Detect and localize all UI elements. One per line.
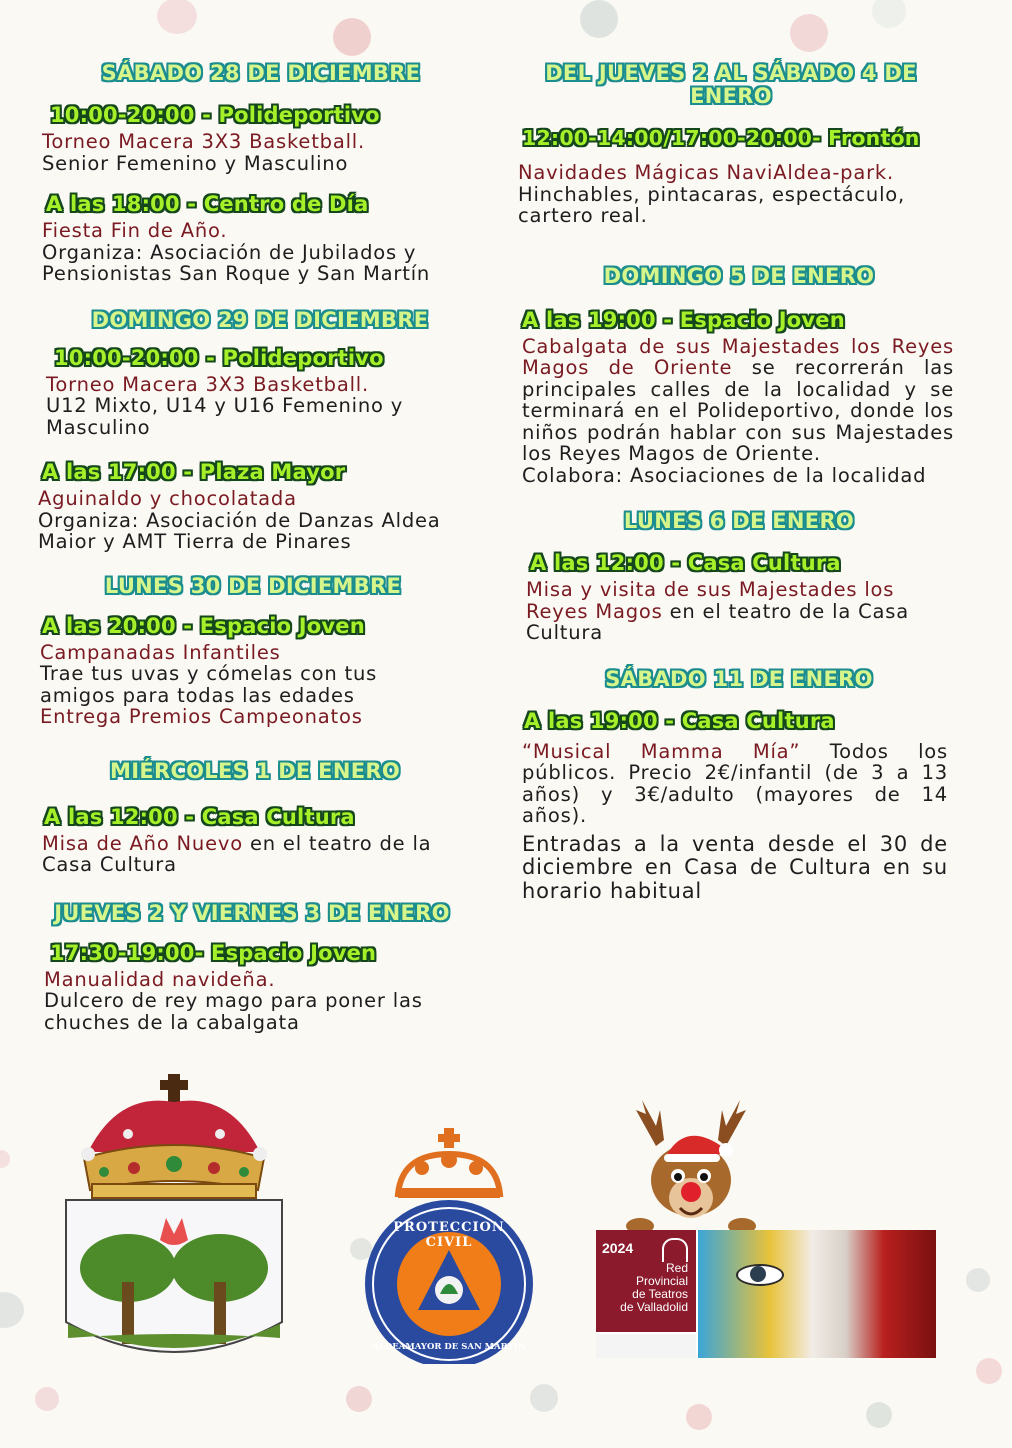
day-sunday-5: DOMINGO 5 DE ENERO — [603, 263, 875, 288]
event-time: 17:30-19:00- Espacio Joven — [50, 940, 377, 965]
proteccion-civil-logo — [362, 1124, 536, 1364]
event-description: Dulcero de rey mago para poner las chuches de la cabalgata — [44, 989, 423, 1034]
day-sunday-29: DOMINGO 29 DE DICIEMBRE — [91, 307, 429, 332]
teatro-iris-icon — [750, 1266, 766, 1282]
event-time: A las 19:00 - Espacio Joven — [522, 307, 845, 332]
proteccion-civil-title: PROTECCION CIVIL — [393, 1220, 505, 1250]
decor-dot — [976, 1358, 1002, 1384]
teatro-arch-icon — [662, 1238, 688, 1262]
event-title: Torneo Macera 3X3 Basketball. — [42, 130, 366, 153]
red-provincial-teatros-card — [596, 1230, 936, 1358]
decor-dot — [580, 0, 618, 38]
event-note: Colabora: Asociaciones de la localidad — [522, 463, 927, 487]
event-description: Trae tus uvas y cómelas con tus amigos para todas las edades — [40, 662, 378, 707]
decor-dot — [333, 18, 371, 56]
event-time: A las 12:00 - Casa Cultura — [530, 551, 841, 575]
day-saturday-28: SÁBADO 28 DE DICIEMBRE — [101, 61, 421, 85]
event-text — [522, 741, 948, 827]
right-column — [516, 62, 962, 903]
reindeer-icon — [626, 1100, 756, 1232]
event-title: Fiesta Fin de Año. — [42, 219, 228, 242]
event-description: Organiza: Asociación de Danzas Aldea Maior y AMT Tierra de Pinares — [38, 508, 441, 553]
decor-dot — [966, 1268, 990, 1292]
event-time: A las 20:00 - Espacio Joven — [42, 613, 365, 638]
teatro-line-1: Red — [665, 1261, 688, 1275]
event-title: Campanadas Infantiles — [40, 640, 281, 664]
event-description: Hinchables, pintacaras, espectáculo, cartero real. — [518, 182, 906, 227]
teatro-year: 2024 — [602, 1240, 634, 1256]
decor-dot — [866, 1402, 892, 1428]
event-text — [526, 579, 954, 644]
decor-dot — [686, 1404, 712, 1430]
coat-of-arms-icon — [58, 1072, 290, 1372]
event-title: Torneo Macera 3X3 Basketball. — [46, 372, 370, 396]
event-time: 10:00-20:00 - Polideportivo — [54, 345, 384, 370]
event-description: en el teatro de la Casa Cultura — [42, 831, 432, 876]
coat-of-arms-logo — [58, 1072, 290, 1372]
decor-dot — [872, 0, 906, 28]
event-description: Senior Femenino y Masculino — [42, 151, 349, 175]
event-note: Entrega Premios Campeonatos — [40, 705, 363, 728]
event-description: en el teatro de la Casa Cultura — [526, 599, 909, 644]
event-time: 12:00-14:00/17:00-20:00- Frontón — [522, 126, 920, 150]
event-time: A las 18:00 - Centro de Día — [46, 192, 369, 216]
day-range-2-to-4: DEL JUEVES 2 AL SÁBADO 4 DE ENERO — [545, 61, 917, 108]
decor-dot — [157, 0, 197, 34]
event-time: 10:00-20:00 - Polideportivo — [50, 103, 380, 127]
event-description: U12 Mixto, U14 y U16 Femenino y Masculino — [46, 394, 404, 439]
event-time: A las 12:00 - Casa Cultura — [44, 804, 355, 829]
day-monday-30: LUNES 30 DE DICIEMBRE — [104, 573, 402, 598]
decor-dot — [790, 14, 828, 52]
event-description: se recorrerán las principales calles de la localidad y se terminará en el Polideportivo, donde los niños podrán hablar con sus Majestades los Reyes Magos de Oriente. — [522, 356, 954, 465]
day-wednesday-1: MIÉRCOLES 1 DE ENERO — [110, 758, 400, 783]
event-title: Navidades Mágicas NaviAldea-park. — [518, 161, 894, 184]
event-text — [522, 336, 954, 465]
event-title: Cabalgata de sus Majestades los Reyes Magos de Oriente — [522, 334, 954, 379]
event-title: Aguinaldo y chocolatada — [38, 487, 297, 510]
decor-dot — [35, 1387, 59, 1411]
event-title: Manualidad navideña. — [44, 967, 276, 991]
reindeer-illustration — [626, 1100, 756, 1232]
event-note: Entradas a la venta desde el 30 de diciembre en Casa de Cultura en su horario habitual — [522, 831, 948, 903]
event-time: A las 19:00 - Casa Cultura — [524, 708, 835, 733]
event-title: Misa y visita de sus Majestades los Reyes Magos — [526, 578, 895, 623]
decor-dot — [0, 1292, 24, 1328]
event-description: Todos los públicos. Precio 2€/infantil (de 3 a 13 años) y 3€/adulto (mayores de 14 años). — [522, 739, 948, 827]
day-saturday-11: SÁBADO 11 DE ENERO — [605, 666, 873, 691]
teatro-line-3: de Teatros — [632, 1287, 688, 1301]
event-title: Misa de Año Nuevo — [42, 831, 243, 855]
left-column — [36, 62, 484, 1033]
event-title: “Musical Mamma Mía” — [522, 739, 801, 763]
day-thursday-2-friday-3: JUEVES 2 Y VIERNES 3 DE ENERO — [54, 900, 450, 925]
decor-dot — [530, 1384, 558, 1412]
event-text — [42, 833, 472, 876]
day-monday-6: LUNES 6 DE ENERO — [623, 509, 855, 533]
proteccion-civil-subtitle: ALDEAMAYOR DE SAN MARTIN — [372, 1342, 526, 1352]
event-description: Organiza: Asociación de Jubilados y Pensionistas San Roque y San Martín — [42, 240, 431, 285]
decor-dot — [346, 1386, 372, 1412]
teatro-line-2: Provincial — [635, 1274, 688, 1288]
teatro-face-image — [698, 1230, 936, 1358]
event-time: A las 17:00 - Plaza Mayor — [42, 460, 346, 484]
teatro-line-4: de Valladolid — [620, 1300, 688, 1314]
decor-dot — [0, 1150, 10, 1168]
teatro-sponsor-strip — [596, 1334, 696, 1358]
